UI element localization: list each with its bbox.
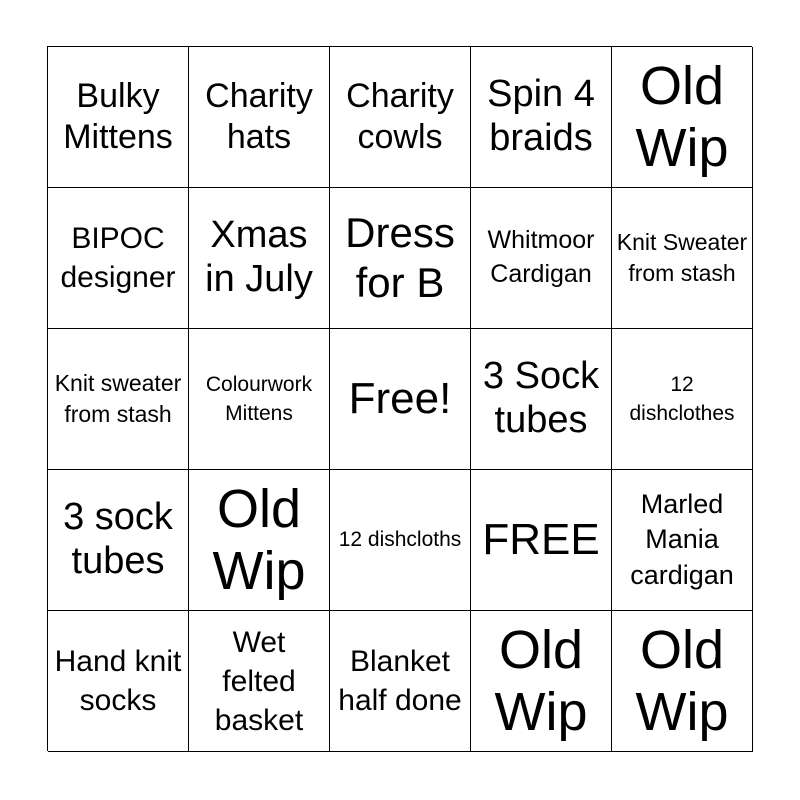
cell-label: Whitmoor Cardigan	[487, 226, 595, 288]
bingo-cell[interactable]	[48, 329, 189, 470]
cell-label: Knit Sweater from stash	[616, 228, 748, 286]
bingo-cell[interactable]	[189, 611, 330, 752]
cell-label: Old Wip	[635, 55, 729, 178]
bingo-cell[interactable]	[471, 47, 612, 188]
bingo-cell[interactable]	[189, 188, 330, 329]
cell-label: BIPOC designer	[60, 222, 176, 294]
bingo-cell[interactable]	[48, 47, 189, 188]
bingo-cell[interactable]	[612, 329, 753, 470]
bingo-cell[interactable]	[471, 329, 612, 470]
bingo-cell[interactable]	[189, 47, 330, 188]
cell-label: Spin 4 braids	[487, 73, 595, 159]
cell-label: Charity hats	[205, 76, 313, 156]
cell-label: FREE	[482, 515, 600, 565]
bingo-cell free-space[interactable]	[330, 329, 471, 470]
bingo-cell[interactable]	[612, 470, 753, 611]
bingo-cell[interactable]	[612, 47, 753, 188]
cell-label: Old Wip	[212, 478, 306, 601]
cell-label: 3 Sock tubes	[482, 355, 600, 441]
bingo-cell[interactable]	[612, 188, 753, 329]
bingo-cell[interactable]	[330, 470, 471, 611]
bingo-cell[interactable]	[189, 329, 330, 470]
cell-label: Old Wip	[494, 619, 588, 742]
cell-label: Marled Mania cardigan	[630, 489, 734, 590]
bingo-cell[interactable]	[189, 470, 330, 611]
bingo-cell[interactable]	[330, 611, 471, 752]
bingo-cell[interactable]	[612, 611, 753, 752]
cell-label: Xmas in July	[205, 214, 313, 300]
cell-label: Bulky Mittens	[63, 76, 173, 156]
cell-label: Colourwork Mittens	[205, 372, 313, 425]
bingo-cell[interactable]	[330, 188, 471, 329]
cell-label: 12 dishclothes	[629, 372, 735, 425]
bingo-cell[interactable]	[471, 611, 612, 752]
cell-label: Dress for B	[345, 208, 455, 306]
bingo-cell[interactable]	[48, 611, 189, 752]
cell-label: Charity cowls	[346, 76, 454, 156]
cell-label: Wet felted basket	[214, 625, 304, 737]
bingo-board	[47, 46, 752, 751]
cell-label: Blanket half done	[338, 645, 462, 717]
cell-label: Hand knit socks	[54, 645, 182, 717]
bingo-cell[interactable]	[48, 188, 189, 329]
cell-label: 12 dishcloths	[338, 528, 462, 552]
bingo-cell[interactable]	[48, 470, 189, 611]
cell-label: Free!	[348, 374, 452, 424]
cell-label: Knit sweater from stash	[54, 369, 182, 427]
cell-label: 3 sock tubes	[63, 496, 173, 582]
bingo-cell[interactable]	[471, 188, 612, 329]
cell-label: Old Wip	[635, 619, 729, 742]
bingo-cell[interactable]	[330, 47, 471, 188]
bingo-cell free-space[interactable]	[471, 470, 612, 611]
